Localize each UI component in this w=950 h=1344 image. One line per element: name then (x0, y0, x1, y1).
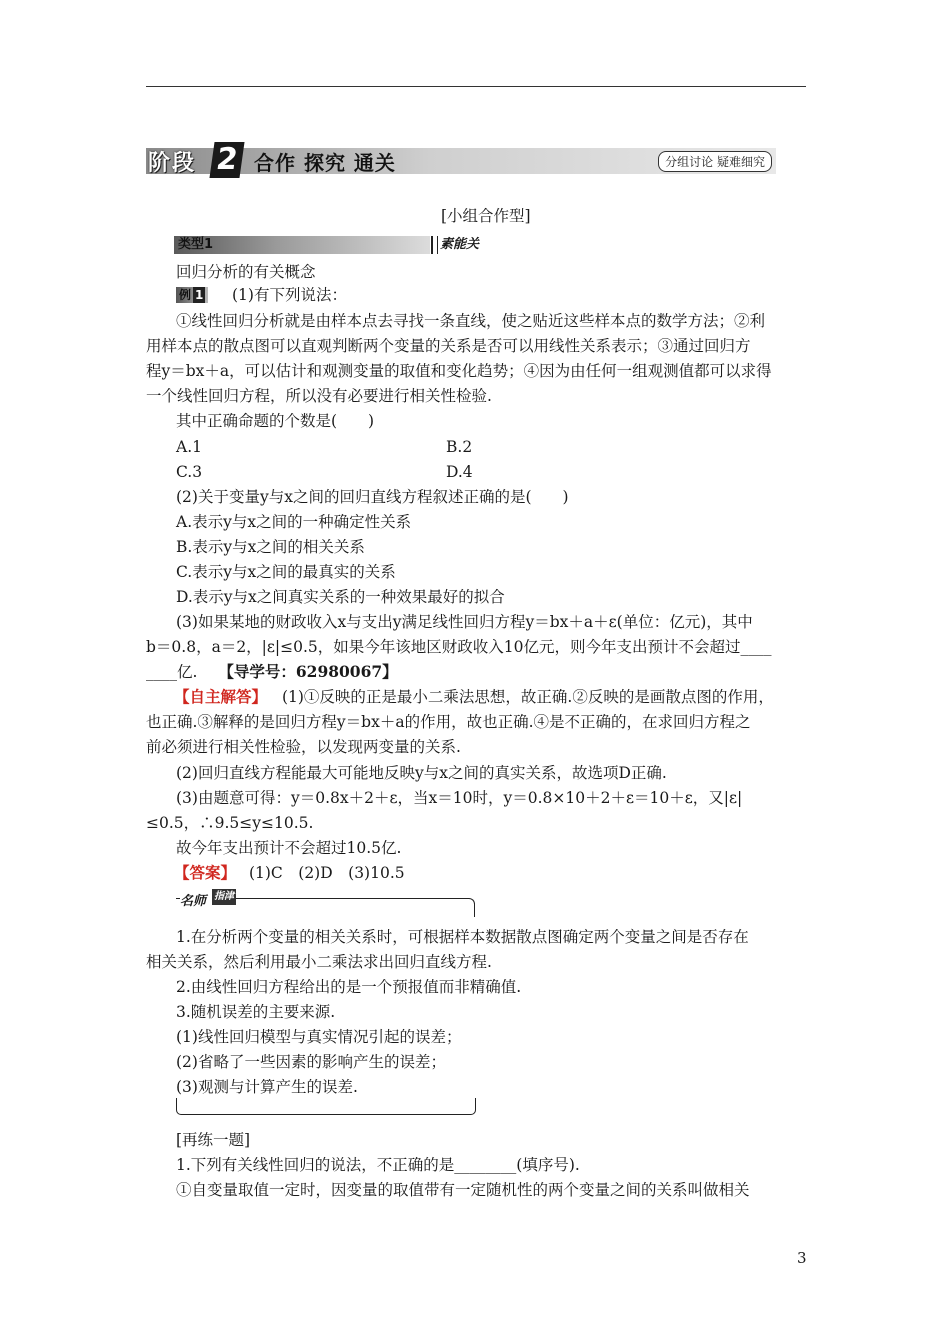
solution-line: (1)①反映的正是最小二乘法思想，故正确.②反映的是画散点图的作用， (281, 688, 774, 706)
example-tag-word: 例 (179, 288, 192, 302)
stage-number: 2 (209, 142, 244, 178)
tip-line: (2)省略了一些因素的影响产生的误差； (176, 1053, 446, 1071)
stage-title: 合作 探究 通关 (254, 151, 396, 175)
example-tag (176, 287, 208, 303)
q3-line: b＝0.8，a＝2，|ε|≤0.5，如果今年该地区财政收入10亿元，则今年支出预计不会超过____ (146, 638, 772, 656)
q1-line: 用样本点的散点图可以直观判断两个变量的关系是否可以用线性关系表示；③通过回归方 (146, 337, 751, 355)
option-a: A.1 (176, 438, 202, 456)
tip-line: 相关关系，然后利用最小二乘法求出回归直线方程. (146, 953, 492, 971)
tip-label (180, 890, 232, 908)
stage-banner (146, 142, 776, 177)
answer-text: (1)C (2)D (3)10.5 (248, 864, 405, 882)
solution-line: 前必须进行相关性检验，以发现两变量的关系. (146, 738, 461, 756)
stage-tag: 分组讨论 疑难细究 (658, 151, 772, 172)
stage-word: 阶段 (148, 151, 197, 176)
answer-row (174, 863, 405, 883)
q2-option: D.表示y与x之间真实关系的一种效果最好的拟合 (176, 588, 505, 606)
q1-line: 程y＝bx＋a，可以估计和观测变量的取值和变化趋势；④因为由任何一组观测值都可以求得 (146, 362, 772, 380)
example-tag-number: 1 (195, 288, 204, 302)
q1-line: ①线性回归分析就是由样本点去寻找一条直线，使之贴近这些样本点的数学方法；②利 (176, 312, 766, 330)
practice-label: [再练一题] (176, 1131, 251, 1149)
option-b: B.2 (446, 438, 473, 456)
section-label: [小组合作型] (441, 207, 531, 225)
type-tag: 素能关 (440, 237, 480, 252)
q2-option: A.表示y与x之间的一种确定性关系 (176, 513, 412, 531)
q1-line: 一个线性回归方程，所以没有必要进行相关性检验. (146, 387, 492, 405)
answer-label: 【答案】 (174, 864, 237, 882)
option-c: C.3 (176, 463, 203, 481)
type-label: 类型1 (178, 237, 214, 252)
q3-line: ____亿. (146, 663, 198, 681)
tip-badge: 指津 (212, 889, 236, 905)
q2-option: C.表示y与x之间的最真实的关系 (176, 563, 396, 581)
tip-line: 3.随机误差的主要来源. (176, 1003, 336, 1021)
guide-number: 【导学号：62980067】 (218, 662, 398, 681)
type-bar-end (431, 236, 438, 254)
type-bar (174, 236, 430, 254)
solution-line: (2)回归直线方程能最大可能地反映y与x之间的真实关系，故选项D正确. (176, 764, 667, 782)
solution-line: (3)由题意可得：y＝0.8x＋2＋ε，当x＝10时，y＝0.8×10＋2＋ε＝10＋ε，又|ε| (176, 789, 743, 807)
tip-line: 1.在分析两个变量的相关关系时，可根据样本数据散点图确定两个变量之间是否存在 (176, 928, 749, 946)
option-d: D.4 (446, 463, 473, 481)
q1-question: 其中正确命题的个数是( ) (176, 412, 375, 430)
q2-question: (2)关于变量y与x之间的回归直线方程叙述正确的是( ) (176, 488, 569, 506)
q2-option: B.表示y与x之间的相关关系 (176, 538, 365, 556)
tip-box-bottom (176, 1098, 476, 1115)
tip-word: 名师 (180, 894, 207, 909)
tip-line: (3)观测与计算产生的误差. (176, 1078, 358, 1096)
q3-line: (3)如果某地的财政收入x与支出y满足线性回归方程y＝bx＋a＋ε(单位：亿元)，其中 (176, 613, 753, 631)
practice-line: ①自变量取值一定时，因变量的取值带有一定随机性的两个变量之间的关系叫做相关 (176, 1181, 750, 1199)
page-number: 3 (797, 1249, 807, 1267)
header-rule (146, 86, 806, 87)
tip-line: (1)线性回归模型与真实情况引起的误差； (176, 1028, 462, 1046)
solution-first-line (174, 687, 774, 707)
solution-line: 也正确.③解释的是回归方程y＝bx＋a的作用，故也正确.④是不正确的，在求回归方程之 (146, 713, 751, 731)
q3-line-end (146, 662, 398, 682)
solution-line: ≤0.5，∴9.5≤y≤10.5. (146, 814, 314, 832)
solution-line: 故今年支出预计不会超过10.5亿. (176, 839, 402, 857)
topic-title: 回归分析的有关概念 (176, 263, 316, 281)
solution-label: 【自主解答】 (174, 688, 268, 706)
q1-intro: (1)有下列说法： (232, 286, 347, 304)
practice-question: 1.下列有关线性回归的说法，不正确的是________(填序号). (176, 1156, 580, 1174)
tip-line: 2.由线性回归方程给出的是一个预报值而非精确值. (176, 978, 522, 996)
